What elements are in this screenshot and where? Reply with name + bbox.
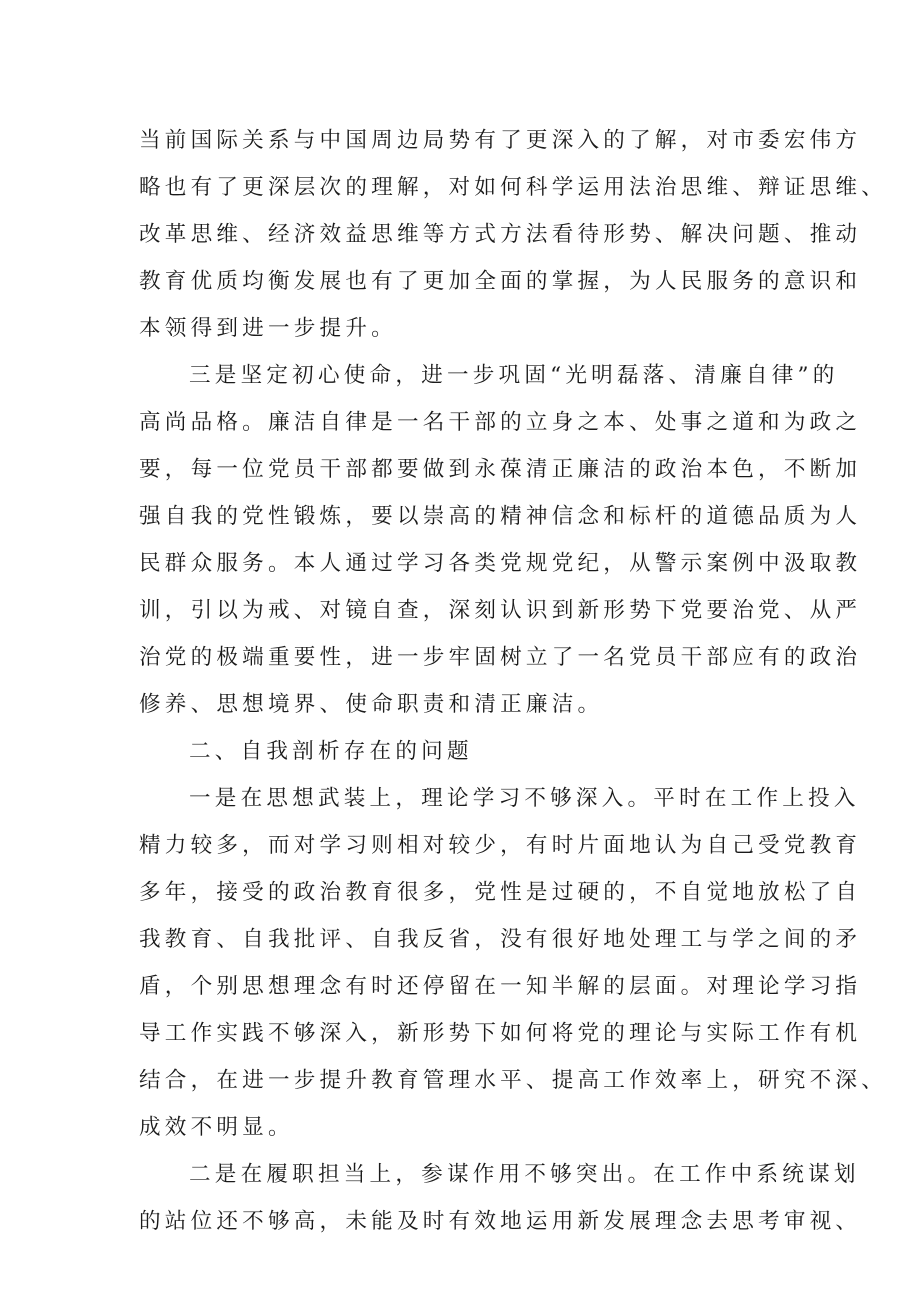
paragraph-line: 本领得到进一步提升。 xyxy=(139,316,397,341)
paragraph-line: 多年，接受的政治教育很多，党性是过硬的，不自觉地放松了自 xyxy=(139,880,862,905)
paragraph-line: 二是在履职担当上，参谋作用不够突出。在工作中系统谋划 xyxy=(189,1162,860,1187)
paragraph-line: 强自我的党性锻炼，要以崇高的精神信念和标杆的道德品质为人 xyxy=(139,504,862,529)
paragraph-line: 改革思维、经济效益思维等方式方法看待形势、解决问题、推动 xyxy=(139,222,862,247)
paragraph-line: 三是坚定初心使命，进一步巩固“光明磊落、清廉自律”的 xyxy=(189,363,839,388)
paragraph-line: 精力较多，而对学习则相对较少，有时片面地认为自己受党教育 xyxy=(139,833,862,858)
paragraph-line: 结合，在进一步提升教育管理水平、提高工作效率上，研究不深、 xyxy=(139,1068,888,1093)
paragraph-line: 要，每一位党员干部都要做到永葆清正廉洁的政治本色，不断加 xyxy=(139,457,862,482)
paragraph-line: 治党的极端重要性，进一步牢固树立了一名党员干部应有的政治 xyxy=(139,645,862,670)
paragraph-line: 略也有了更深层次的理解，对如何科学运用法治思维、辩证思维、 xyxy=(139,175,888,200)
paragraph-line: 高尚品格。廉洁自律是一名干部的立身之本、处事之道和为政之 xyxy=(139,410,862,435)
paragraph-line: 修养、思想境界、使命职责和清正廉洁。 xyxy=(139,692,604,717)
section-heading: 二、自我剖析存在的问题 xyxy=(189,739,473,764)
paragraph-line: 当前国际关系与中国周边局势有了更深入的了解，对市委宏伟方 xyxy=(139,128,862,153)
paragraph-line: 我教育、自我批评、自我反省，没有很好地处理工与学之间的矛 xyxy=(139,927,862,952)
paragraph-line: 盾，个别思想理念有时还停留在一知半解的层面。对理论学习指 xyxy=(139,974,862,999)
paragraph-line: 导工作实践不够深入，新形势下如何将党的理论与实际工作有机 xyxy=(139,1021,862,1046)
paragraph-line: 民群众服务。本人通过学习各类党规党纪，从警示案例中汲取教 xyxy=(139,551,862,576)
paragraph-line: 教育优质均衡发展也有了更加全面的掌握，为人民服务的意识和 xyxy=(139,269,862,294)
paragraph-line: 的站位还不够高，未能及时有效地运用新发展理念去思考审视、 xyxy=(139,1209,862,1234)
paragraph-line: 成效不明显。 xyxy=(139,1115,294,1140)
paragraph-line: 训，引以为戒、对镜自查，深刻认识到新形势下党要治党、从严 xyxy=(139,598,862,623)
paragraph-line: 一是在思想武装上，理论学习不够深入。平时在工作上投入 xyxy=(189,786,860,811)
